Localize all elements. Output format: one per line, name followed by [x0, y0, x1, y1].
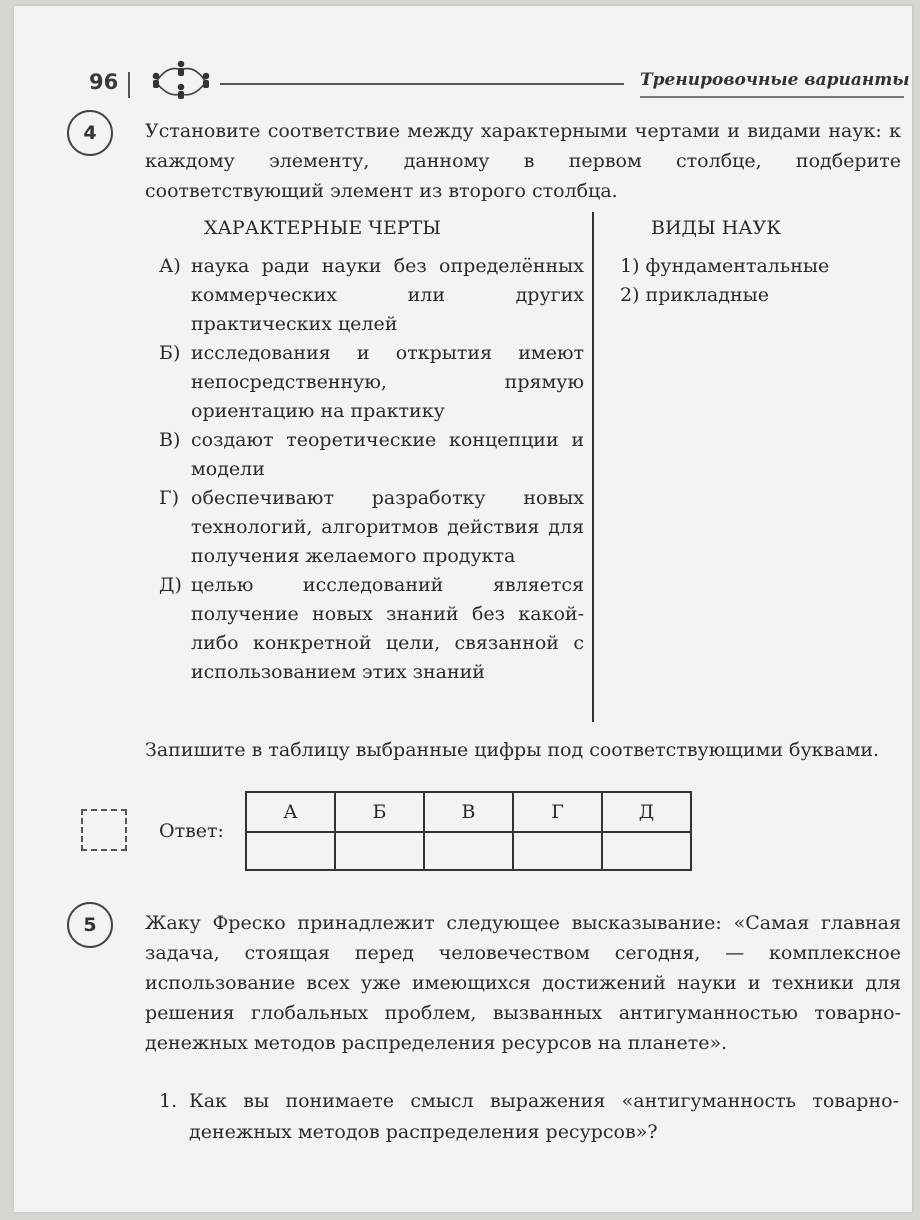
header-separator: [128, 72, 130, 98]
features-list: [159, 252, 584, 687]
answer-table: [245, 791, 692, 871]
people-network-icon: [144, 58, 218, 102]
answer-cell[interactable]: [424, 832, 513, 870]
answer-column-header: Д: [602, 792, 691, 832]
page: [14, 6, 912, 1212]
page-number: 96: [89, 70, 119, 94]
answer-cell[interactable]: [246, 832, 335, 870]
feature-letter: А): [159, 255, 181, 277]
feature-item: [159, 571, 584, 687]
feature-letter: Г): [159, 487, 179, 509]
science-item: 2) прикладные: [620, 284, 770, 306]
answer-cell[interactable]: [513, 832, 602, 870]
task5-text: Жаку Фреско принадлежит следующее высказывание: «Самая главная задача, стоящая перед человечеством сегодня, — комплексное использование всех уже имеющихся достижений науки и техники для решения глобальных проблем, вызванных антигуманностью товарно-денежных методов распределения ресурсов на планете».: [145, 912, 901, 1054]
column-divider: [592, 212, 594, 722]
answer-column-header: А: [246, 792, 335, 832]
task-number-badge: 4: [67, 110, 113, 156]
feature-text: целью исследований является получение новых знаний без какой-либо конкретной цели, связанной с использованием этих знаний: [191, 574, 584, 683]
answer-cell[interactable]: [602, 832, 691, 870]
task-number-badge: 5: [67, 902, 113, 948]
answer-header-row: [246, 792, 691, 832]
question-item: [159, 1086, 899, 1148]
score-box: [81, 809, 127, 851]
feature-letter: Б): [159, 342, 181, 364]
feature-item: [159, 426, 584, 484]
header-rule: [220, 83, 624, 85]
answer-column-header: Г: [513, 792, 602, 832]
running-title: Тренировочные варианты: [640, 70, 910, 90]
running-title-underline: [640, 96, 904, 98]
features-heading: ХАРАКТЕРНЫЕ ЧЕРТЫ: [204, 217, 441, 239]
table-instruction: Запишите в таблицу выбранные цифры под соответствующими буквами.: [145, 739, 880, 761]
question-text: Как вы понимаете смысл выражения «антигуманность товарно-денежных методов распределения ресурсов»?: [189, 1090, 899, 1143]
feature-item: [159, 252, 584, 339]
science-item: 1) фундаментальные: [620, 255, 830, 277]
question-number: 1.: [159, 1090, 178, 1112]
feature-letter: В): [159, 429, 181, 451]
feature-text: наука ради науки без определённых коммерческих или других практических целей: [191, 255, 584, 335]
answer-cell[interactable]: [335, 832, 424, 870]
feature-text: обеспечивают разработку новых технологий, алгоритмов действия для получения желаемого продукта: [191, 487, 584, 567]
answer-column-header: В: [424, 792, 513, 832]
feature-text: исследования и открытия имеют непосредственную, прямую ориентацию на практику: [191, 342, 584, 422]
feature-letter: Д): [159, 574, 182, 596]
question-list: [159, 1086, 899, 1148]
answer-label: Ответ:: [159, 820, 224, 842]
feature-item: [159, 339, 584, 426]
feature-text: создают теоретические концепции и модели: [191, 429, 584, 480]
answer-column-header: Б: [335, 792, 424, 832]
answer-input-row: [246, 832, 691, 870]
sciences-heading: ВИДЫ НАУК: [651, 217, 782, 239]
task4-instruction: Установите соответствие между характерными чертами и видами наук: к каждому элементу, данному в первом столбце, подберите соответствующий элемент из второго столбца.: [145, 120, 901, 202]
sciences-list: [620, 252, 900, 310]
feature-item: [159, 484, 584, 571]
